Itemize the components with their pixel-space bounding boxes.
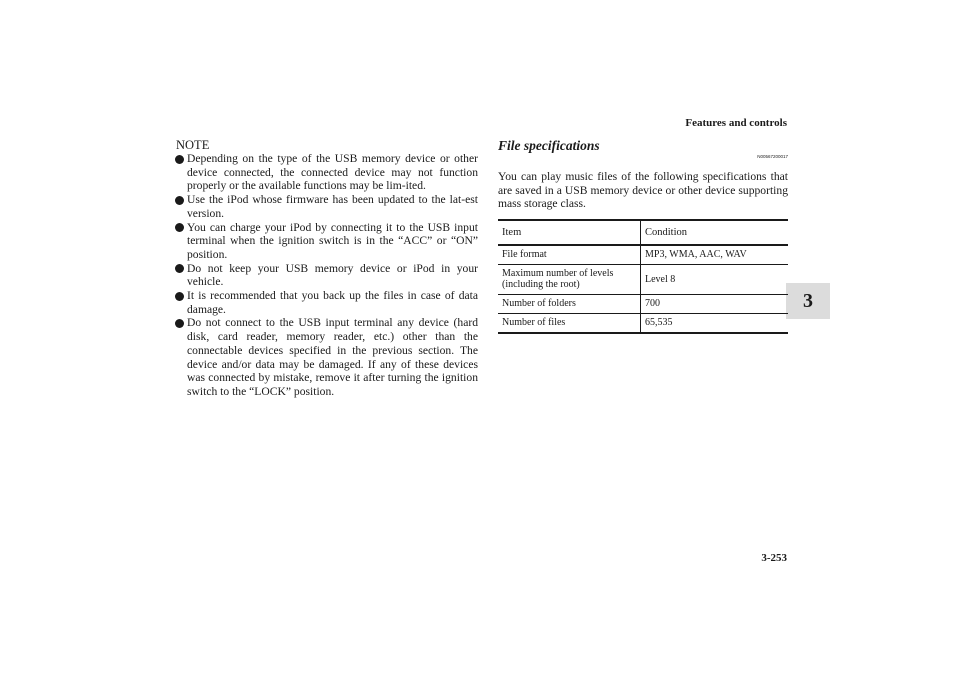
table-row: [498, 265, 788, 295]
table-header-condition: Condition: [641, 220, 789, 245]
note-item-text: Do not connect to the USB input terminal any device (hard disk, card reader, memory reader, etc.) other than the connectable devices specified in the previous section. The device and/or data may be damaged. If any of these devices was connected by mistake, remove it after turning the ignition switch to the “LOCK” position.: [187, 316, 478, 398]
table-cell-item: Maximum number of levels (including the root): [498, 265, 641, 295]
section-title: File specifications: [498, 138, 600, 153]
table-header-row: [498, 220, 788, 245]
note-item-text: Do not keep your USB memory device or iPod in your vehicle.: [187, 261, 478, 289]
section-intro: You can play music files of the following specifications that are saved in a USB memory device or other device supporting mass storage class.: [498, 170, 788, 211]
section-code: N00567200017: [757, 154, 788, 159]
section-heading-row: [498, 138, 788, 162]
table-row: [498, 314, 788, 334]
note-item: [175, 221, 478, 262]
page-number: 3-253: [761, 552, 787, 564]
page-header-title: Features and controls: [685, 117, 787, 129]
bullet-icon: [174, 264, 184, 274]
note-item-text: You can charge your iPod by connecting it to the USB input terminal when the ignition switch is in the “ACC” or “ON” position.: [187, 220, 478, 261]
bullet-icon: [174, 318, 184, 328]
note-item: [175, 289, 478, 316]
table-cell-condition: 700: [641, 295, 789, 314]
chapter-tab: [786, 283, 830, 319]
note-item-text: It is recommended that you back up the files in case of data damage.: [187, 289, 478, 316]
table-cell-item: Number of folders: [498, 295, 641, 314]
bullet-icon: [174, 195, 184, 205]
table-row: [498, 295, 788, 314]
table-cell-condition: MP3, WMA, AAC, WAV: [641, 245, 789, 265]
note-item-text: Depending on the type of the USB memory device or other device connected, the connected device may not function properly or the available functions may be lim-ited.: [187, 152, 478, 193]
note-item: [175, 152, 478, 193]
note-item: [175, 316, 478, 398]
note-section: [175, 138, 478, 399]
note-item: [175, 193, 478, 220]
table-cell-condition: Level 8: [641, 265, 789, 295]
bullet-icon: [174, 291, 184, 301]
table-cell-item: Number of files: [498, 314, 641, 334]
bullet-icon: [174, 154, 184, 164]
file-specifications-section: [498, 138, 788, 334]
table-cell-condition: 65,535: [641, 314, 789, 334]
note-list: [175, 152, 478, 399]
chapter-number: 3: [803, 289, 813, 312]
table-cell-item: File format: [498, 245, 641, 265]
file-spec-table: [498, 219, 788, 334]
table-row: [498, 245, 788, 265]
note-item-text: Use the iPod whose firmware has been updated to the lat-est version.: [187, 193, 478, 220]
note-item: [175, 262, 478, 289]
note-label: NOTE: [176, 138, 210, 152]
table-header-item: Item: [498, 220, 641, 245]
bullet-icon: [174, 223, 184, 233]
